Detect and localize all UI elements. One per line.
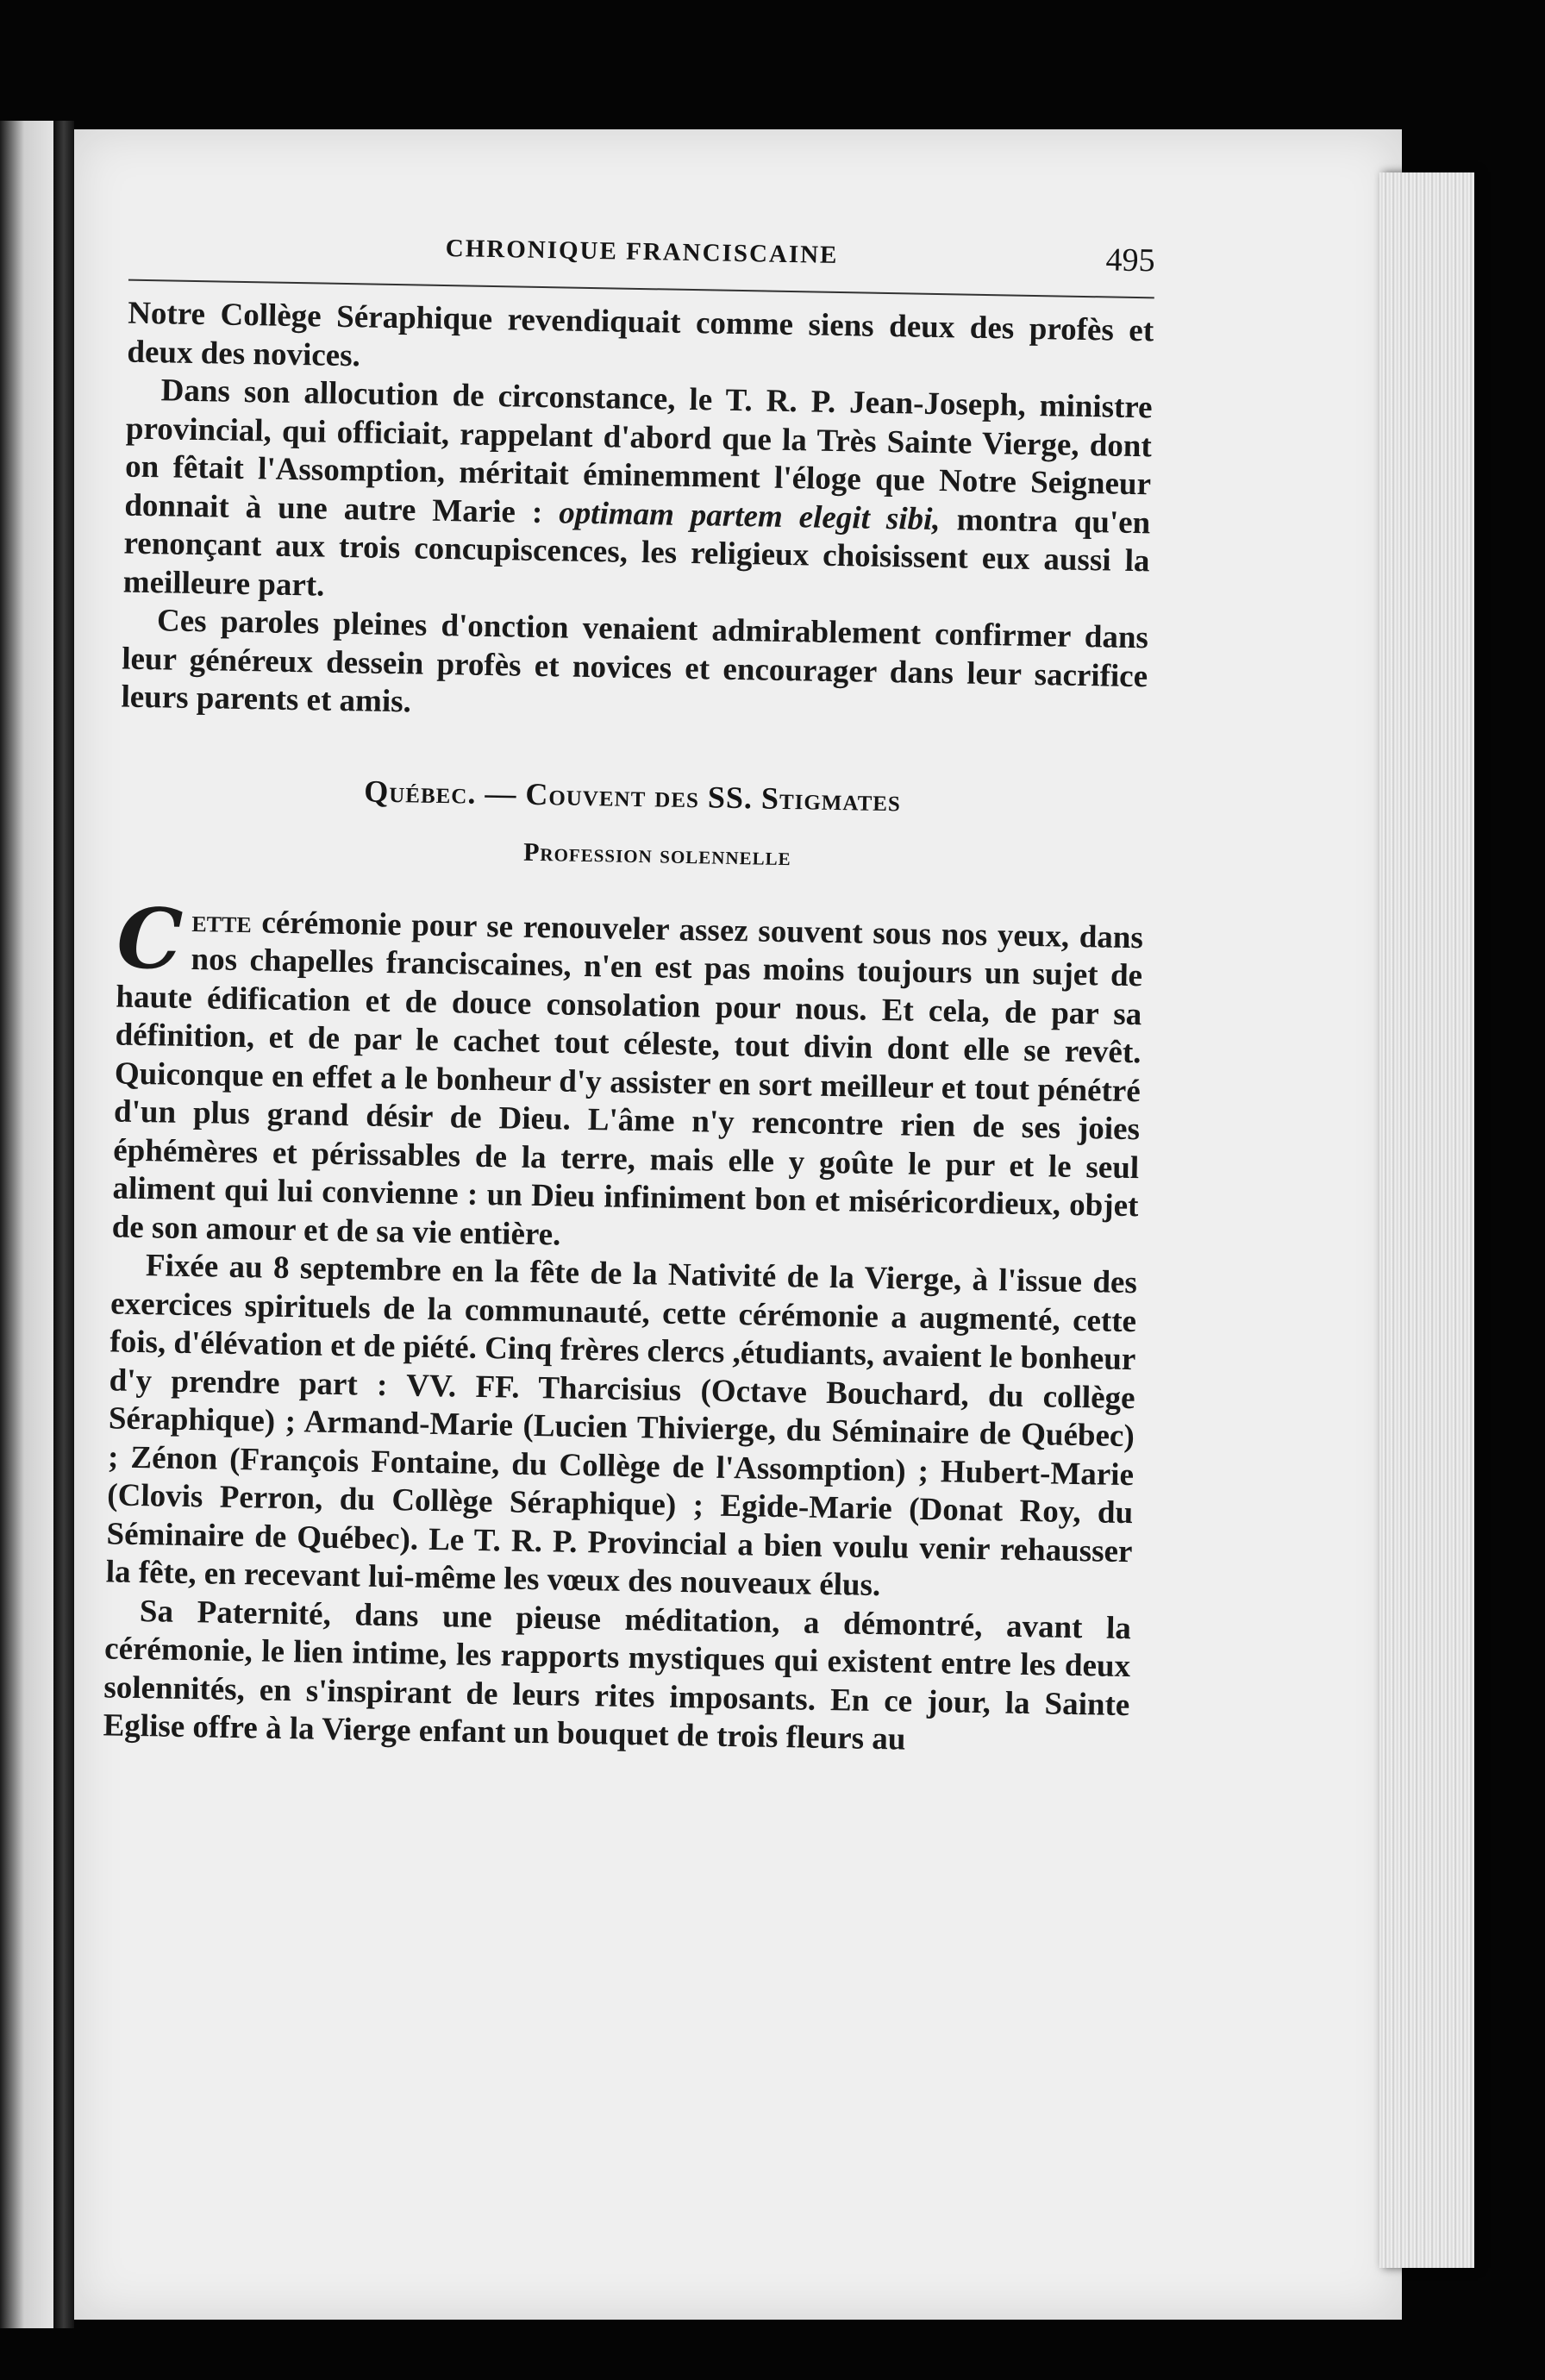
page-edges (1379, 172, 1474, 2268)
paragraph-allocution (122, 372, 1152, 620)
allocution-text-a: Dans son allocution de circonstance, le T. R. P. Jean-Joseph, ministre provincial, qui officiait, rappelant d'abord que la Très Sainte Vierge, dont on fêtait l'Assomption, méritait éminemment l'éloge que Notre Seigneur donnait à une autre Marie : (124, 373, 1153, 530)
ceremonie-text: cérémonie pour se renouveler assez souvent sous nos yeux, dans nos chapelles franciscaines, n'en est pas moins toujours un sujet de haute édification et de douce consolation pour nous. Et cela, de par sa définition, et de par le cachet tout céleste, tout divin dont elle se revêt. Quiconque en effet a le bonheur d'y assister en sort meilleur et tout pénétré d'un plus grand désir de Dieu. L'âme n'y rencontre rien de ses joies éphémères et périssables de la terre, mais elle y goûte le pur et le seul aliment qui lui convienne : un Dieu infiniment bon et miséricordieux, objet de son amour et de sa vie entière. (111, 904, 1144, 1253)
section-subheading: Profession solennelle (522, 837, 791, 871)
latin-quote: optimam partem elegit sibi, (558, 494, 941, 537)
page-number: 495 (1105, 241, 1155, 279)
paragraph-fixee: Fixée au 8 septembre en la fête de la Nativité de la Vierge, à l'issue des exercices spirituels de la communauté, cette cérémonie a augmenté, cette fois, d'élévation et de piété. Cinq frères clercs ,étudiants, avaient le bonheur d'y prendre part : VV. FF. Tharcisius (Octave Bouchard, du collège Séraphique) ; Armand-Marie (Lucien Thivierge, du Séminaire de Québec) ; Zénon (François Fontaine, du Collège de l'Assomption) ; Hubert-Marie (Clovis Perron, du Collège Séraphique) ; Egide-Marie (Donat Roy, du Séminaire de Québec). Le T. R. P. Provincial a bien voulu venir rehausser la fête, en recevant lui-même les vœux des nouveaux élus. (105, 1248, 1138, 1604)
page-content (103, 224, 1155, 1763)
paragraph-onction: Ces paroles pleines d'onction venaient admirablement confirmer dans leur généreux dessein profès et novices et encourager dans leur sacrifice leurs parents et amis. (121, 603, 1149, 720)
paragraph-paternite: Sa Paternité, dans une pieuse méditation, a démontré, avant la cérémonie, le lien intime, les rapports mystiques qui existent entre les deux solennités, en s'inspirant de leurs rites imposants. En ce jour, la Sainte Eglise offre à la Vierge enfant un bouquet de trois fleurs au (103, 1593, 1132, 1757)
running-title: CHRONIQUE FRANCISCAINE (445, 235, 839, 269)
adjacent-page-edge (0, 121, 60, 2328)
book-gutter (53, 121, 74, 2328)
drop-cap: C (116, 888, 185, 988)
dropcap-continuation: ette (191, 903, 253, 940)
paragraph-college: Notre Collège Séraphique revendiquait comme siens deux des profès et deux des novices. (127, 295, 1154, 373)
section-heading: Québec. — Couvent des SS. Stigmates (363, 773, 902, 817)
allocution-text-b: montra qu'en renonçant aux trois concupiscences, les religieux choisissent eux aussi la meilleure part. (122, 501, 1151, 604)
paragraph-ceremonie (111, 888, 1144, 1264)
